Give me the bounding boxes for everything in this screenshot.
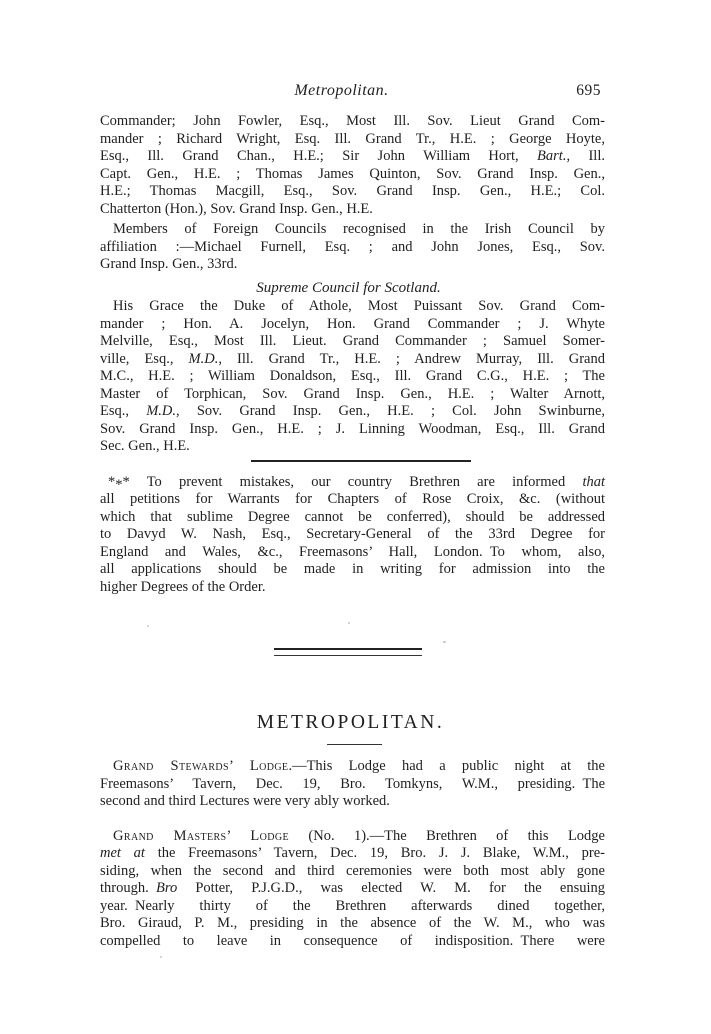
scan-speck: [443, 641, 446, 643]
text-line: second and third Lectures were very ably worked.: [100, 793, 390, 809]
scan-speck: [147, 625, 149, 627]
text-line: Esq., M.D., Sov. Grand Insp. Gen., H.E. ; Col. John Swinburne,: [100, 403, 606, 419]
text-line: which that sublime Degree cannot be conferred), should be addressed: [100, 508, 605, 525]
text-line: compelled to leave in consequence of indisposition. There were: [100, 932, 605, 949]
scan-speck: [348, 622, 350, 624]
italic-text: M.D.: [146, 403, 177, 419]
text-line: all applications should be made in writing for admission into the: [100, 561, 605, 577]
grand-masters-lodge-report: [100, 828, 605, 951]
heading-underline-rule: [327, 744, 382, 745]
scan-speck: [160, 956, 162, 958]
italic-text: Bro: [155, 880, 178, 896]
text-line: Capt. Gen., H.E. ; Thomas James Quinton, Sov. Grand Insp. Gen.,: [100, 165, 605, 182]
text-line: Members of Foreign Councils recognised in the Irish Council by: [113, 221, 605, 237]
irish-foreign-members: [100, 221, 605, 274]
text-line: Bro. Giraud, P. M., presiding in the absence of the W. M., who was: [100, 915, 605, 931]
text-line: Grand Insp. Gen., 33rd.: [100, 256, 238, 272]
notice-divider-rule: [251, 460, 471, 462]
rose-croix-notice: [100, 474, 605, 597]
text-line: all petitions for Warrants for Chapters of Rose Croix, &c. (without: [100, 491, 605, 507]
text-line: Chatterton (Hon.), Sov. Grand Insp. Gen., H.E.: [100, 200, 373, 217]
text-line: M.C., H.E. ; William Donaldson, Esq., Ill. Grand C.G., H.E. ; The: [100, 368, 605, 384]
text-line: His Grace the Duke of Athole, Most Puissant Sov. Grand Com-: [113, 298, 605, 314]
text-block: [100, 113, 605, 950]
scotland-council-officers: [100, 298, 605, 456]
text-line: Sec. Gen., H.E.: [100, 438, 190, 454]
text-line: Master of Torphican, Sov. Grand Insp. Gen., H.E. ; Walter Arnott,: [100, 385, 605, 402]
small-caps-text: Grand Stewards’ Lodge: [113, 758, 289, 774]
italic-text: that: [582, 473, 605, 490]
italic-text: M.D.: [188, 350, 219, 367]
low-asterisk: *: [115, 477, 123, 493]
page-number: 695: [576, 82, 601, 99]
text-line: mander ; Hon. A. Jocelyn, Hon. Grand Commander ; J. Whyte: [100, 315, 605, 332]
small-caps-text: Grand Masters’ Lodge: [113, 827, 290, 844]
running-header: [100, 81, 605, 101]
text-line: H.E.; Thomas Macgill, Esq., Sov. Grand Insp. Gen., H.E.; Col.: [100, 183, 605, 199]
text-line: *** To prevent mistakes, our country Brethren are informed that: [108, 473, 605, 493]
text-line: ville, Esq., M.D., Ill. Grand Tr., H.E. ; Andrew Murray, Ill. Grand: [100, 350, 605, 367]
text-line: Grand Masters’ Lodge (No. 1).—The Brethren of this Lodge: [113, 827, 605, 844]
text-line: affiliation :—Michael Furnell, Esq. ; and John Jones, Esq., Sov.: [100, 238, 605, 255]
italic-text: Bart.: [537, 148, 567, 164]
text-line: Grand Stewards’ Lodge.—This Lodge had a public night at the: [113, 758, 605, 774]
text-line: Melville, Esq., Most Ill. Lieut. Grand Commander ; Samuel Somer-: [100, 333, 605, 349]
text-line: met at the Freemasons’ Tavern, Dec. 19, Bro. J. J. Blake, W.M., pre-: [100, 845, 605, 861]
text-line: England and Wales, &c., Freemasons’ Hall, London. To whom, also,: [100, 543, 605, 560]
text-line: Esq., Ill. Grand Chan., H.E.; Sir John William Hort, Bart., Ill.: [100, 148, 605, 164]
scotland-section-heading: Supreme Council for Scotland.: [256, 279, 441, 296]
text-line: siding, when the second and third ceremonies were both most ably gone: [100, 862, 605, 879]
text-line: mander ; Richard Wright, Esq. Ill. Grand Tr., H.E. ; George Hoyte,: [100, 130, 605, 147]
section-divider-rule: [274, 648, 422, 656]
text-line: Sov. Grand Insp. Gen., H.E. ; J. Linning Woodman, Esq., Ill. Grand: [100, 420, 605, 437]
text-line: Commander; John Fowler, Esq., Most Ill. Sov. Lieut Grand Com-: [100, 113, 605, 129]
text-line: higher Degrees of the Order.: [100, 578, 266, 595]
metropolitan-section-heading: METROPOLITAN.: [256, 712, 445, 733]
italic-text: met at: [100, 845, 145, 861]
text-line: year. Nearly thirty of the Brethren afterwards dined together,: [100, 897, 605, 914]
running-header-title: Metropolitan.: [294, 82, 389, 99]
grand-stewards-lodge-report: [100, 758, 605, 811]
text-line: Freemasons’ Tavern, Dec. 19, Bro. Tomkyns, W.M., presiding. The: [100, 775, 605, 792]
irish-council-officers: [100, 113, 605, 218]
text-line: to Davyd W. Nash, Esq., Secretary-General of the 33rd Degree for: [100, 526, 605, 542]
text-line: through. Bro Potter, P.J.G.D., was elected W. M. for the ensuing: [100, 880, 605, 896]
